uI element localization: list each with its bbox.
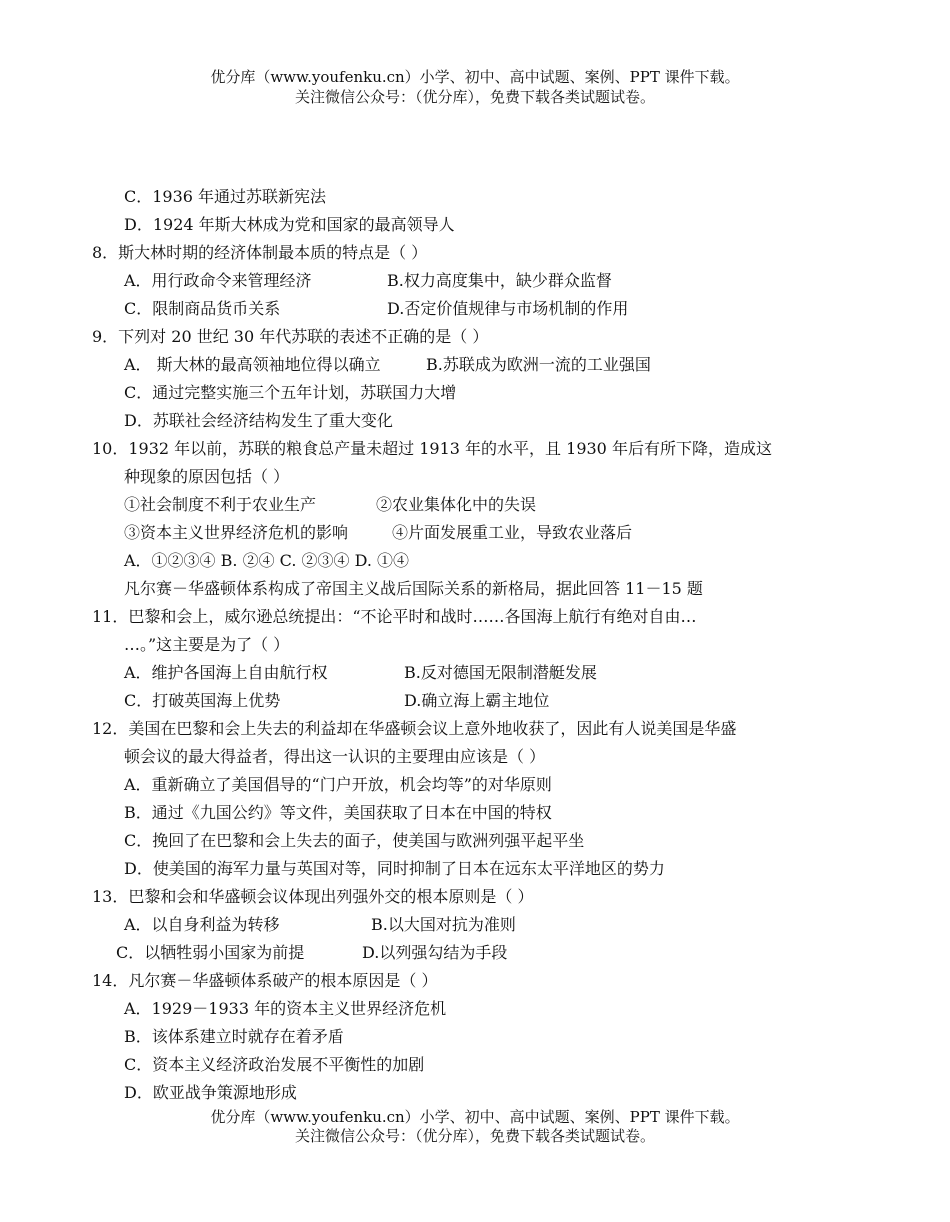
q13-option-a: A．以自身利益为转移: [124, 915, 280, 934]
q11-option-d: D.确立海上霸主地位: [404, 691, 550, 710]
q14-option-c: C．资本主义经济政治发展不平衡性的加剧: [124, 1055, 425, 1074]
q11-option-b: B.反对德国无限制潜艇发展: [404, 663, 597, 682]
section-intro: 凡尔赛－华盛顿体系构成了帝国主义战后国际关系的新格局，据此回答 11－15 题: [124, 579, 703, 598]
q12-option-b: B．通过《九国公约》等文件，美国获取了日本在中国的特权: [124, 803, 552, 822]
q8-option-a: A．用行政命令来管理经济: [124, 271, 312, 290]
q14-stem: 14．凡尔赛－华盛顿体系破产的根本原因是（ ）: [92, 971, 438, 990]
q13-option-b: B.以大国对抗为准则: [371, 915, 516, 934]
q8-option-b: B.权力高度集中，缺少群众监督: [387, 271, 612, 290]
q8-option-d: D.否定价值规律与市场机制的作用: [387, 299, 629, 318]
q8-option-c: C．限制商品货币关系: [124, 299, 281, 318]
q12-option-a: A．重新确立了美国倡导的“门户开放，机会均等”的对华原则: [124, 775, 552, 794]
q7-option-c: C．1936 年通过苏联新宪法: [124, 187, 327, 206]
q13-stem: 13．巴黎和会和华盛顿会议体现出列强外交的根本原则是（ ）: [92, 887, 534, 906]
q12-stem-line-1: 12．美国在巴黎和会上失去的利益却在华盛顿会议上意外地收获了，因此有人说美国是华盛: [92, 719, 737, 738]
q10-stem-line-1: 10．1932 年以前，苏联的粮食总产量未超过 1913 年的水平，且 1930 年后有所下降，造成这: [92, 439, 772, 458]
footer-line-2: 关注微信公众号：（优分库），免费下载各类试题试卷。: [294, 1127, 655, 1145]
q11-option-a: A．维护各国海上自由航行权: [124, 663, 328, 682]
q9-option-b: B.苏联成为欧洲一流的工业强国: [426, 355, 651, 374]
q12-option-d: D．使美国的海军力量与英国对等，同时抑制了日本在远东太平洋地区的势力: [124, 859, 665, 878]
q10-item-2: ②农业集体化中的失误: [376, 495, 537, 514]
q10-item-1: ①社会制度不利于农业生产: [124, 495, 317, 514]
q13-option-d: D.以列强勾结为手段: [362, 943, 508, 962]
q10-stem-line-2: 种现象的原因包括（ ）: [124, 467, 290, 486]
q11-stem-line-2: …。”这主要是为了（ ）: [124, 635, 290, 654]
q12-stem-line-2: 顿会议的最大得益者，得出这一认识的主要理由应该是（ ）: [124, 747, 546, 766]
q10-options: A．①②③④ B. ②④ C. ②③④ D. ①④: [124, 551, 410, 570]
q13-option-c: C．以牺牲弱小国家为前提: [116, 943, 305, 962]
q11-stem-line-1: 11．巴黎和会上，威尔逊总统提出：“不论平时和战时……各国海上航行有绝对自由…: [92, 607, 697, 626]
header-line-2: 关注微信公众号：（优分库），免费下载各类试题试卷。: [294, 88, 655, 106]
header-line-1: 优分库（www.youfenku.cn）小学、初中、高中试题、案例、PPT 课件下载。: [210, 68, 740, 86]
q10-item-3: ③资本主义世界经济危机的影响: [124, 523, 349, 542]
q9-option-c: C．通过完整实施三个五年计划，苏联国力大增: [124, 383, 457, 402]
q9-option-d: D．苏联社会经济结构发生了重大变化: [124, 411, 393, 430]
q10-item-4: ④片面发展重工业，导致农业落后: [392, 523, 633, 542]
q12-option-c: C．挽回了在巴黎和会上失去的面子，使美国与欧洲列强平起平坐: [124, 831, 585, 850]
q9-stem: 9．下列对 20 世纪 30 年代苏联的表述不正确的是（ ）: [92, 327, 489, 346]
q11-option-c: C．打破英国海上优势: [124, 691, 281, 710]
q14-option-b: B．该体系建立时就存在着矛盾: [124, 1027, 344, 1046]
q14-option-a: A．1929－1933 年的资本主义世界经济危机: [124, 999, 447, 1018]
q7-option-d: D．1924 年斯大林成为党和国家的最高领导人: [124, 215, 455, 234]
q9-option-a: A． 斯大林的最高领袖地位得以确立: [124, 355, 381, 374]
q8-stem: 8．斯大林时期的经济体制最本质的特点是（ ）: [92, 243, 428, 262]
q14-option-d: D．欧亚战争策源地形成: [124, 1083, 297, 1102]
footer-line-1: 优分库（www.youfenku.cn）小学、初中、高中试题、案例、PPT 课件下载。: [210, 1108, 740, 1126]
